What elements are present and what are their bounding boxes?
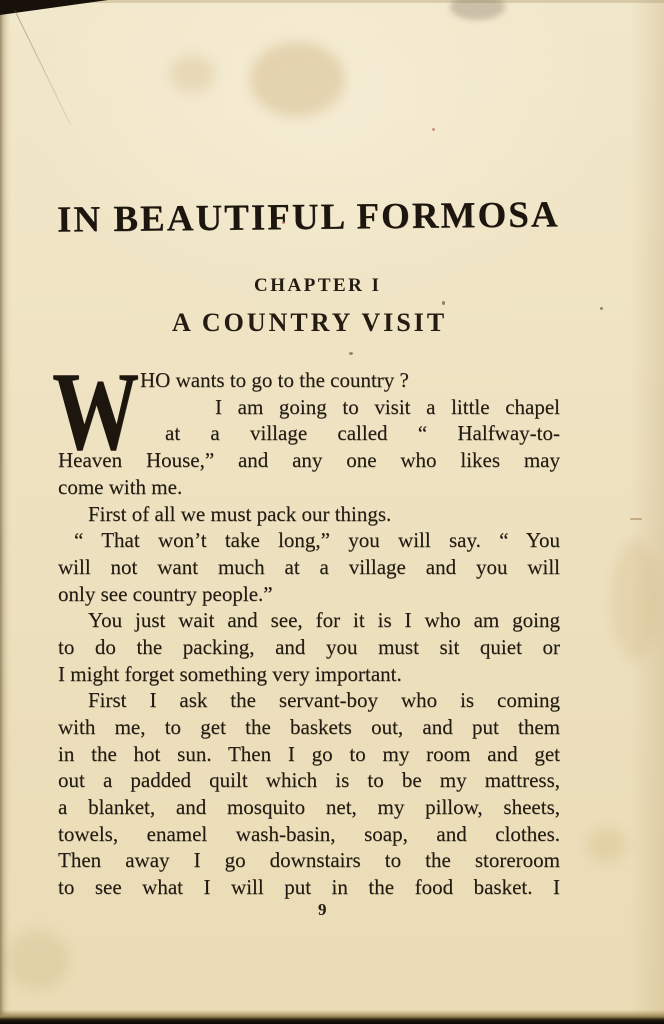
text-line: Heaven House,” and any one who likes may <box>58 448 560 472</box>
section-heading: A COUNTRY VISIT <box>172 308 448 337</box>
body-text <box>58 367 560 912</box>
paper-speck <box>600 307 603 310</box>
paper-stain <box>612 540 660 660</box>
text-line: HO wants to go to the country ? <box>140 368 409 392</box>
paper-speck <box>349 352 353 355</box>
paper-stain <box>588 828 626 862</box>
paper-crease <box>14 10 71 125</box>
page-number: 9 <box>318 900 327 919</box>
text-line: I am going to visit a little chapel <box>215 395 560 419</box>
text-line: “ That won’t take long,” you will say. “ You <box>74 528 560 552</box>
text-line: a blanket, and mosquito net, my pillow, sheets, <box>58 795 560 819</box>
paper-stain <box>250 42 345 117</box>
text-line: come with me. <box>58 475 183 499</box>
text-line: at a village called “ Halfway-to- <box>165 421 560 445</box>
chapter-heading: CHAPTER I <box>254 275 382 296</box>
paper-stain <box>450 0 505 20</box>
paper-speck <box>432 128 435 131</box>
text-line: out a padded quilt which is to be my mattress, <box>58 768 560 792</box>
text-line: to do the packing, and you must sit quiet or <box>58 635 560 659</box>
text-line: towels, enamel wash-basin, soap, and clothes. <box>58 822 560 846</box>
text-line: in the hot sun. Then I go to my room and get <box>58 742 560 766</box>
text-line: You just wait and see, for it is I who am going <box>88 608 560 632</box>
drop-cap: W <box>52 350 140 474</box>
paper-stain <box>170 55 215 93</box>
text-line: First of all we must pack our things. <box>88 502 392 526</box>
text-line: First I ask the servant-boy who is coming <box>88 688 560 712</box>
page-title: IN BEAUTIFUL FORMOSA <box>56 194 560 241</box>
text-line: Then away I go downstairs to the storeroom <box>58 848 560 872</box>
text-line: I might forget something very important. <box>58 662 402 686</box>
page-edge-left <box>0 0 11 1024</box>
text-line: will not want much at a village and you will <box>58 555 560 579</box>
text-line: only see country people.” <box>58 582 273 606</box>
paper-speck <box>630 518 642 520</box>
page-edge-bottom <box>0 1010 664 1024</box>
text-line: with me, to get the baskets out, and put them <box>58 715 560 739</box>
paper-speck <box>442 301 445 305</box>
text-line: to see what I will put in the food basket. I <box>58 875 560 899</box>
page-edge-shadow-right <box>630 0 664 1024</box>
paper-stain <box>6 930 70 990</box>
